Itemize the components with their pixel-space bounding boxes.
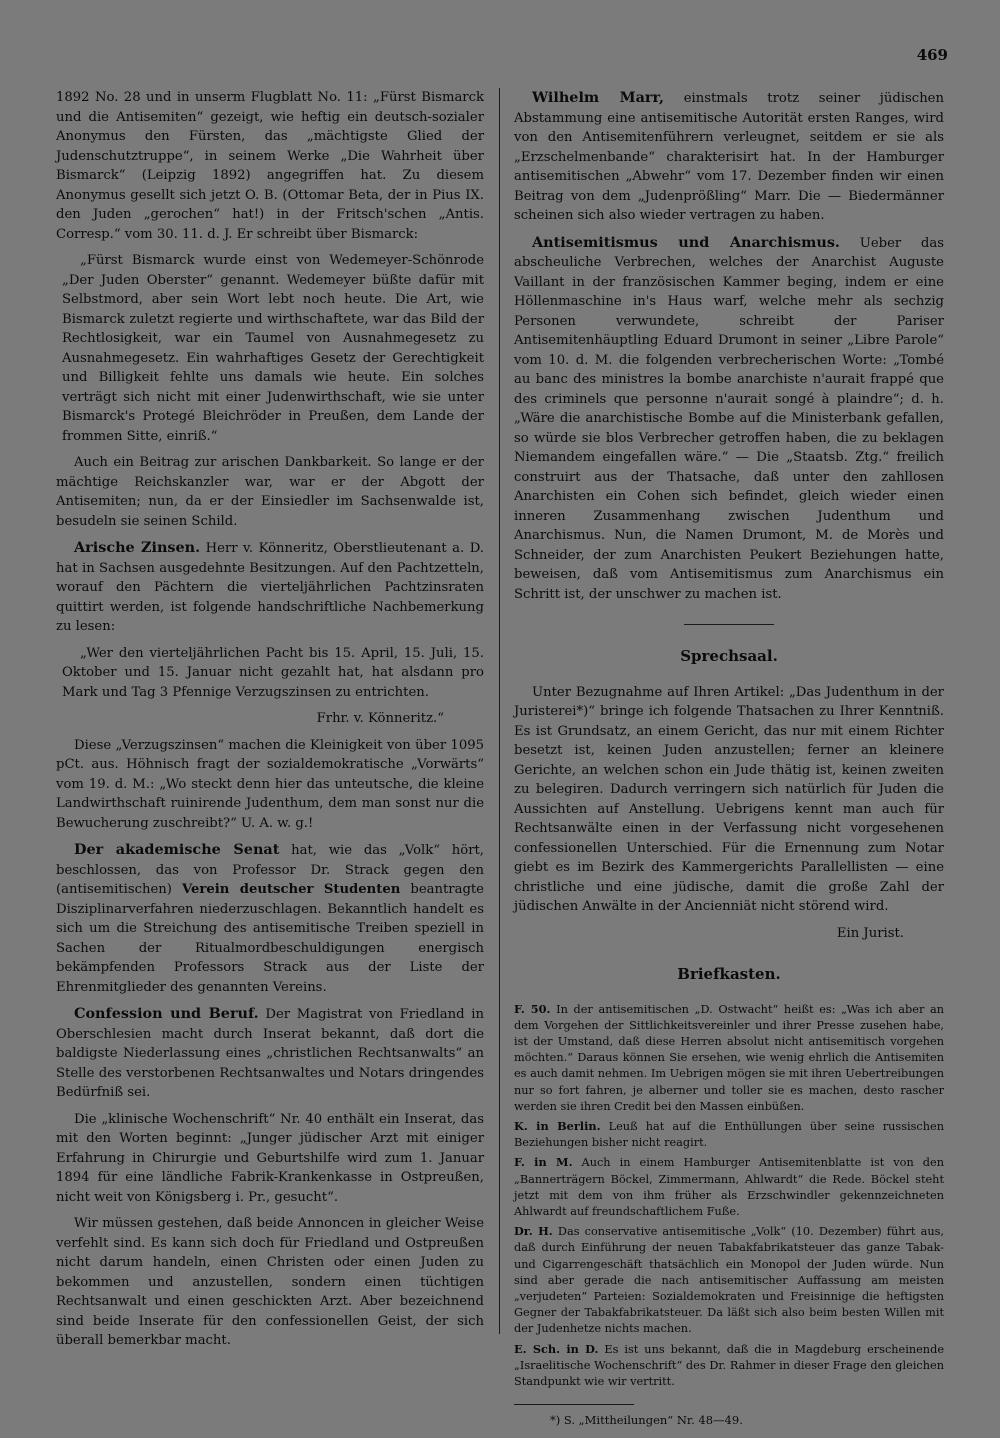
briefkasten-entry-text: Es ist uns bekannt, daß die in Magdeburg erscheinende „Israelitische Wochenschrift“ des Dr. Rahmer in dieser Frage den gleichen Standpunkt wie wir vertritt. xyxy=(514,1342,945,1388)
briefkasten-entry-head: F. in M. xyxy=(514,1155,573,1170)
section-rule xyxy=(684,624,774,625)
senat-heading: Der akademische Senat xyxy=(74,841,280,858)
column-divider xyxy=(499,88,500,1334)
marr-heading: Wilhelm Marr, xyxy=(532,89,665,106)
briefkasten-title: Briefkasten. xyxy=(677,965,781,983)
briefkasten-entry-head: F. 50. xyxy=(514,1001,551,1016)
briefkasten-entry-text: Auch in einem Hamburger Antisemitenblatte ist von den „Bannerträgern Böckel, Zimmermann, Ahlwardt“ die Rede. Böckel steht jetzt mit dem von ihm früher als Erzschwindler gekennzeichneten Ahlwardt auf freundschaftlichem Fuße. xyxy=(514,1156,944,1218)
bismarck-quote: „Fürst Bismarck wurde einst von Wedemeyer-Schönrode „Der Juden Oberster“ genannt. Wedemeyer büßte dafür mit Selbstmord, aber sein Wort lebt noch heute. Die Art, wie Bismarck zuletzt regierte und wirthschaftete, war das Bild der Rechtlosigkeit, war ein Taumel von Ausnahmegesetz zu Ausnahmegesetz. Ein wahrhaftiges Gesetz der Gerechtigkeit und Billigkeit fehlte uns damals wie heute. Ein solches verträgt sich nicht mit einer Judenwirthschaft, wie sie unter Bismarck's Protegé Bleichröder in Preußen, dem Lande der frommen Sitte, einriß.“ xyxy=(62,253,484,444)
footnote-rule xyxy=(514,1404,634,1405)
senat-article xyxy=(56,840,484,997)
arische-zinsen-text: Herr v. Könneritz, Oberstlieutenant a. D. hat in Sachsen ausgedehnte Besitzungen. Auf den Pachtzetteln, worauf den Pächtern die vierteljährlichen Pachtzinsraten quittirt werden, ist folgende handschriftliche Nachbemerkung zu lesen: xyxy=(56,541,484,634)
briefkasten-entry xyxy=(514,1001,944,1115)
sprechsaal-text: Unter Bezugnahme auf Ihren Artikel: „Das Judenthum in der Juristerei*)“ bringe ich folgende Thatsachen zu Ihrer Kenntniß. Es ist Grundsatz, an einem Gericht, das nur mit einem Richter besetzt ist, keinen Juden anzustellen; ferner an kleinere Gerichte, an welchen schon ein Jude thätig ist, keinen zweiten zu belegiren. Dadurch verringern sich natürlich für Juden die Aussichten auf Anstellung. Uebrigens kennt man auch für Rechtsanwälte einen in der Verfassung nicht vorgesehenen confessionellen Unterschied. Für die Ernennung zum Notar giebt es im Bezirk des Kammergerichts Parallellisten — eine christliche und eine jüdische, damit die große Zahl der jüdischen Anwälte in der Ancienniät nicht störend wird. xyxy=(514,684,944,914)
senat-text-b: beantragte Disziplinarverfahren niederzuschlagen. Bekanntlich handelt es sich um die Streichung des antisemitische Treiben speziell in Sachen der Ritualmordbeschuldigungen energisch bekämpfenden Professors Strack aus der Liste der Ehrenmitglieder des genannten Vereins. xyxy=(56,882,484,995)
briefkasten-entry xyxy=(514,1223,944,1337)
arische-zinsen-comment: Diese „Verzugszinsen“ machen die Kleinigkeit von über 1095 pCt. aus. Höhnisch fragt der sozialdemokratische „Vorwärts“ vom 19. d. M.: „Wo steckt denn hier das unteutsche, die kleine Landwirthschaft ruinirende Judenthum, dem man sonst nur die Bewucherung zuschreibt?“ U. A. w. g.! xyxy=(56,737,484,831)
marr-article xyxy=(514,88,944,226)
senat-text-a: hat, wie das „Volk“ hört, beschlossen, das von Professor Dr. Strack gegen den (antisemitischen) xyxy=(56,843,484,897)
confession-text: Der Magistrat von Friedland in Oberschlesien macht durch Inserat bekannt, daß dort die baldigste Niederlassung eines „christlichen Rechtsanwalts“ an Stelle des verstorbenen Rechtsanwaltes und Notars dringendes Bedürfniß sei. xyxy=(56,1007,484,1100)
anarchismus-heading: Antisemitismus und Anarchismus. xyxy=(532,233,840,251)
briefkasten-entry xyxy=(514,1118,944,1151)
sprechsaal-title: Sprechsaal. xyxy=(680,647,778,665)
confession-article xyxy=(56,1004,484,1103)
briefkasten-entry xyxy=(514,1341,944,1391)
confession-heading: Confession und Beruf. xyxy=(74,1005,259,1022)
arische-zinsen-article xyxy=(56,538,484,637)
bismarck-intro: 1892 No. 28 und in unserm Flugblatt No. 11: „Fürst Bismarck und die Antisemiten“ gezeigt, wie heftig ein deutsch-sozialer Anonymus den Fürsten, das „mächtigste Glied der Judenschutztruppe“, in seinem Werke „Die Wahrheit über Bismarck“ (Leipzig 1892) angegriffen hat. Zu diesem Anonymus gesellt sich jetzt O. B. (Ottomar Beta, der in Pius IX. den Juden „gerochen“ hat!) in der Fritsch'schen „Antis. Corresp.“ vom 30. 11. d. J. Er schreibt über Bismarck: xyxy=(56,90,484,242)
footnote: *) S. „Mittheilungen“ Nr. 48—49. xyxy=(550,1413,743,1428)
briefkasten-entry-head: E. Sch. in D. xyxy=(514,1341,599,1356)
briefkasten-entry-text: In der antisemitischen „D. Ostwacht“ heißt es: „Was ich aber an dem Vorgehen der Sittlichkeitsvereinler und ihrer Presse zusehen habe, ist der Umstand, daß diese Herren absolut nicht antisemitisch vorgehen möchten.“ Daraus können Sie ersehen, wie wenig ehrlich die Antisemiten es auch damit nehmen. Im Uebrigen mögen sie mit ihren Uebertreibungen nur so fort fahren, je alberner und toller sie es machen, desto rascher werden sie ihren Credit bei den Massen einbüßen. xyxy=(514,1002,945,1113)
anarchismus-article xyxy=(514,233,944,605)
confession-p3: Wir müssen gestehen, daß beide Annoncen in gleicher Weise verfehlt sind. Es kann sich doch für Friedland und Ostpreußen nicht darum handeln, einen Christen oder einen Juden zu bekommen und anzustellen, sondern einen tüchtigen Rechtsanwalt und einen geschickten Arzt. Aber bezeichnend sind beide Inserate für den confessionellen Geist, der sich überall bemerkbar macht. xyxy=(56,1216,484,1348)
verein-name: Verein deutscher Studenten xyxy=(181,882,401,897)
arische-zinsen-quote: „Wer den vierteljährlichen Pacht bis 15. April, 15. Juli, 15. Oktober und 15. Januar nicht gezahlt hat, hat alsdann pro Mark und Tag 3 Pfennige Verzugszinsen zu entrichten. xyxy=(62,645,484,700)
marr-text: einstmals trotz seiner jüdischen Abstammung eine antisemitische Autorität ersten Ranges, wird von den Antisemitenführern verleugnet, seitdem er sie als „Erzschelmenbande“ charakterisirt hat. In der Hamburger antisemitischen „Abwehr“ vom 17. Dezember finden wir einen Beitrag von dem „Judenprößling“ Marr. Die — Biedermänner scheinen sich also wieder vertragen zu haben. xyxy=(514,91,944,223)
briefkasten-entry-head: Dr. H. xyxy=(514,1224,553,1239)
arische-zinsen-heading: Arische Zinsen. xyxy=(74,539,201,556)
confession-p2: Die „klinische Wochenschrift“ Nr. 40 enthält ein Inserat, das mit den Worten beginnt: „Junger jüdischer Arzt mit einiger Erfahrung in Chirurgie und Geburtshilfe wird zum 1. Januar 1894 für eine ländliche Fabrik-Krankenkasse in Ostpreußen, nicht weit von Königsberg i. Pr., gesucht“. xyxy=(56,1111,484,1205)
anarchismus-text: Ueber das abscheuliche Verbrechen, welches der Anarchist Auguste Vaillant in der französischen Kammer beging, indem er eine Höllenmaschine in's Haus warf, welche mehr als sechzig Personen verwundete, schreibt der Pariser Antisemitenhäuptling Eduard Drumont in seiner „Libre Parole“ vom 10. d. M. die folgenden verbrecherischen Worte: „Tombé au banc des ministres la bombe anarchiste n'aurait frappé que des criminels que personne n'aurait songé à plaindre“; d. h. „Wäre die anarchistische Bombe auf die Ministerbank gefallen, so würde sie blos Verbrecher getroffen haben, die zu beklagen Niemandem eingefallen wäre.“ — Die „Staatsb. Ztg.“ freilich construirt aus der Thatsache, daß unter den zahllosen Anarchisten ein Cohen sich befindet, gleich wieder einen inneren Zusammenhang zwischen Judenthum und Anarchismus. Nun, die Namen Drumont, M. de Morès und Schneider, der zum Anarchisten Peukert Beziehungen hatte, beweisen, daß vom Antisemitismus zum Anarchismus ein Schritt ist, der unschwer zu machen ist. xyxy=(514,235,944,602)
briefkasten-entry-head: K. in Berlin. xyxy=(514,1118,601,1133)
briefkasten-entry-text: Das conservative antisemitische „Volk“ (10. Dezember) führt aus, daß durch Einführung der neuen Tabakfabrikatsteuer das ganze Tabak- und Cigarrengeschäft thatsächlich ein Monopol der Juden würde. Nun sind aber gerade die nach antisemitischer Auffassung am meisten „verjudeten“ Parteien: Sozialdemokraten und Freisinnige die heftigsten Gegner der Tabakfabrikatsteuer. Da läßt sich also beim besten Willen mit der Judenhetze nichts machen. xyxy=(514,1225,945,1336)
briefkasten-entry xyxy=(514,1154,944,1220)
bismarck-comment: Auch ein Beitrag zur arischen Dankbarkeit. So lange er der mächtige Reichskanzler war, war er der Abgott der Antisemiten; nun, da er der Einsiedler im Sachsenwalde ist, besudeln sie seinen Schild. xyxy=(56,455,484,529)
briefkasten-list xyxy=(514,1001,944,1391)
arische-zinsen-signature: Frhr. v. Könneritz.“ xyxy=(316,711,444,726)
briefkasten-entry-text: Leuß hat auf die Enthüllungen über seine russischen Beziehungen bisher nicht reagirt. xyxy=(514,1119,944,1150)
left-column xyxy=(56,88,484,1358)
sprechsaal-signature: Ein Jurist. xyxy=(836,925,904,941)
right-column xyxy=(514,88,944,1438)
page-number: 469 xyxy=(916,46,948,64)
